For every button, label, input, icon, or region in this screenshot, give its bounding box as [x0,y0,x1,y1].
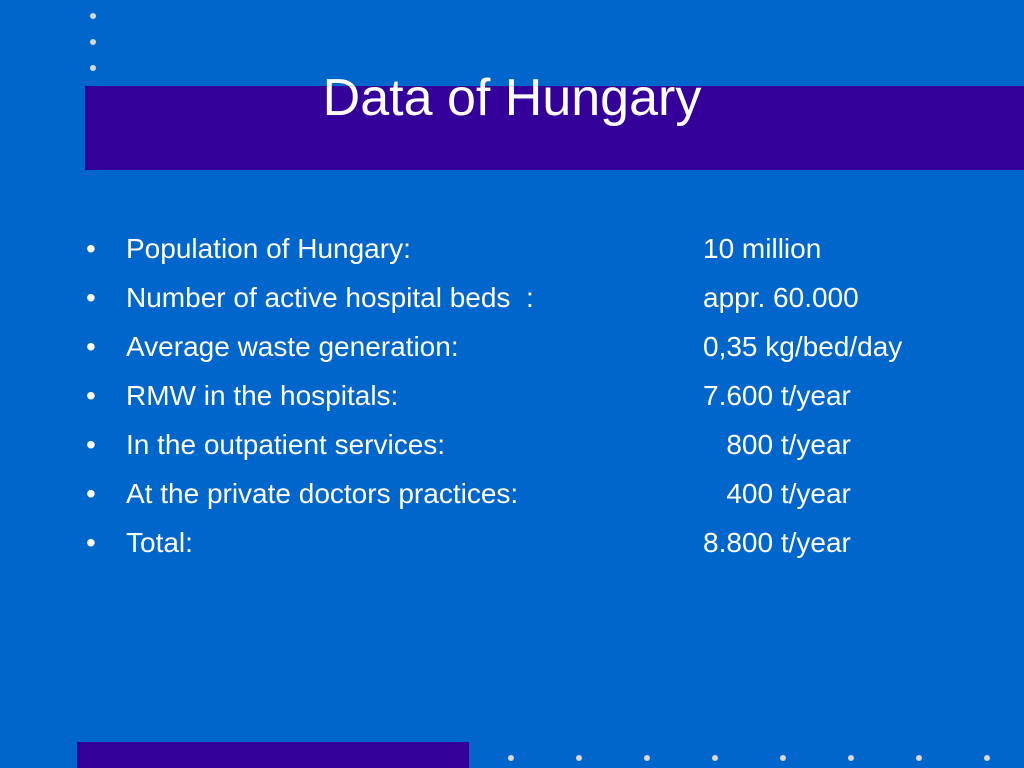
bullet-value: appr. 60.000 [703,282,859,313]
bullet-item [0,420,1024,469]
bullet-list [0,224,1024,567]
decorative-dot [984,755,990,761]
bullet-icon: • [86,282,96,313]
bullet-label: Average waste generation: [126,331,459,362]
bullet-icon: • [86,429,96,460]
bullet-label: In the outpatient services: [126,429,446,460]
bullet-icon: • [86,380,96,411]
bullet-value: 800 t/year [703,429,851,460]
decorative-dot [90,39,96,45]
bullet-icon: • [86,478,96,509]
bullet-icon: • [86,233,96,264]
decorative-dot [576,755,582,761]
bullet-icon: • [86,331,96,362]
bullet-value: 10 million [703,233,822,264]
decorative-dot [780,755,786,761]
decorative-dot [712,755,718,761]
bullet-value: 8.800 t/year [703,527,851,558]
bullet-label: At the private doctors practices: [126,478,519,509]
bullet-icon: • [86,527,96,558]
decorative-dot [90,13,96,19]
decorative-dot [916,755,922,761]
decorative-dot [644,755,650,761]
decorative-dot [508,755,514,761]
bottom-accent-bar [77,742,469,768]
bullet-item [0,322,1024,371]
bullet-label: RMW in the hospitals: [126,380,399,411]
bullet-item [0,273,1024,322]
decorative-dot [848,755,854,761]
slide-title: Data of Hungary [322,69,702,127]
bullet-value: 7.600 t/year [703,380,851,411]
bullet-value: 0,35 kg/bed/day [703,331,903,362]
bullet-label: Number of active hospital beds : [126,282,534,313]
bullet-item [0,371,1024,420]
bullet-item [0,469,1024,518]
bullet-label: Population of Hungary: [126,233,411,264]
bullet-label: Total: [126,527,193,558]
bullet-value: 400 t/year [703,478,851,509]
bullet-item [0,224,1024,273]
bullet-item [0,518,1024,567]
